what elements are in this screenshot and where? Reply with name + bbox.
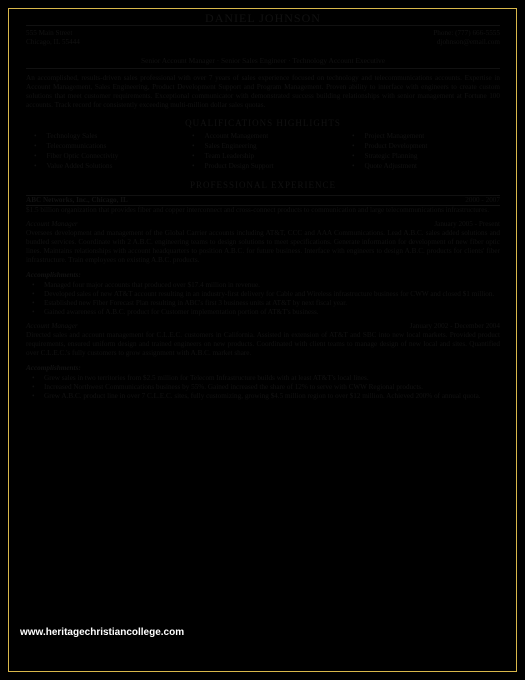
employer-row bbox=[26, 195, 500, 206]
experience-heading: PROFESSIONAL EXPERIENCE bbox=[190, 180, 336, 190]
employer-dates: 2000 - 2007 bbox=[465, 196, 500, 204]
accomplishments-label: Accomplishments: bbox=[26, 364, 81, 372]
qualifications-grid bbox=[26, 132, 500, 172]
qualifications-column bbox=[192, 132, 352, 172]
summary-paragraph: An accomplished, results-driven sales professional with over 7 years of sales experience focused on technology and telecommunications accounts. Expertise in Account Management, Sales Engineering, Product Development Support and Program Management. Proven ability to interface with engineers to create custom solutions that meet customer requirements. Exceptional communicator with demonstrated success building relationships with senior management at Fortune 100 accounts. Track record for consistently exceeding multi-million dollar sales quotas. bbox=[26, 74, 500, 109]
role-header bbox=[26, 322, 500, 331]
qualification-item: • Strategic Planning bbox=[352, 152, 492, 162]
qualification-item: • Telecommunications bbox=[34, 142, 192, 152]
accomplishments-list bbox=[26, 281, 500, 317]
qualification-item: • Sales Engineering bbox=[192, 142, 352, 152]
employer-description: $1.5 billion organization that provides fiber and copper interconnect and cross-connect products to communication and large telecommunications infrastructures. bbox=[26, 206, 489, 214]
qualifications-heading: QUALIFICATIONS HIGHLIGHTS bbox=[185, 118, 341, 128]
accomplishment-item: • Managed four major accounts that produced over $17.4 million in revenue. bbox=[32, 281, 500, 290]
accomplishments-label: Accomplishments: bbox=[26, 271, 81, 279]
qualification-item: • Fiber Optic Connectivity bbox=[34, 152, 192, 162]
accomplishment-item: • Gained awareness of A.B.C. product for Customer implementation portion of AT&T's business. bbox=[32, 308, 500, 317]
watermark-link[interactable]: www.heritagechristiancollege.com bbox=[20, 627, 185, 638]
city-state-zip: Chicago, IL 55444 bbox=[26, 38, 80, 46]
qualification-item: • Quote Adjustment bbox=[352, 162, 492, 172]
phone-number: Phone: (777) 666-5555 bbox=[433, 29, 500, 37]
role-title: Account Manager bbox=[26, 220, 78, 228]
role-title: Account Manager bbox=[26, 322, 78, 330]
accomplishments-list bbox=[26, 374, 500, 401]
qualification-item: • Product Development bbox=[352, 142, 492, 152]
role-dates: January 2005 - Present bbox=[434, 220, 500, 228]
qualifications-column bbox=[34, 132, 192, 172]
qualification-item: • Team Leadership bbox=[192, 152, 352, 162]
resume-page bbox=[26, 11, 500, 401]
employer-name: ABC Networks, Inc., Chicago, IL bbox=[26, 196, 128, 204]
accomplishment-item: • Increased Northwest Communications business by 55%. Gained increased the share of 12% to serve with CWW Regional products. bbox=[32, 383, 500, 392]
qualification-item: • Value Added Solutions bbox=[34, 162, 192, 172]
contact-row-2 bbox=[26, 38, 500, 47]
qualification-item: • Technology Sales bbox=[34, 132, 192, 142]
candidate-name: DANIEL JOHNSON bbox=[26, 14, 500, 26]
role-description: Oversees development and management of the Global Carrier accounts including AT&T, CCC and AAA Communications. Lead A.B.C. sales added solutions and bundled services. Coordinate with 2 A.B.C. engineering teams to design solutions to meet specifications. Generate information for development of new fiber optic lines. Maintains relationships with account headquarters to position A.B.C. for future business. Interface with engineers to design A.B.C. products for clients' fiber infrastructure. Train employees on existing A.B.C. products. bbox=[26, 229, 500, 264]
contact-row-1 bbox=[26, 29, 500, 38]
accomplishment-item: • Grew A.B.C. product line in over 7 C.L.E.C. sites, fully customizing, growing $4.5 million region to over $12 million. Achieved 200% of annual quota. bbox=[32, 392, 500, 401]
accomplishment-item: • Developed sales of new AT&T account resulting in an industry-first delivery for Cable and Wireless infrastructure business for CWW and closed $1 million. bbox=[32, 290, 500, 299]
qualifications-column bbox=[352, 132, 492, 172]
street-address: 555 Main Street bbox=[26, 29, 73, 37]
accomplishment-item: • Established new Fiber Forecast Plan resulting in ABC's first 3 business units at AT&T by next fiscal year. bbox=[32, 299, 500, 308]
qualification-item: • Product Design Support bbox=[192, 162, 352, 172]
qualification-item: • Account Management bbox=[192, 132, 352, 142]
headline: Senior Account Manager · Senior Sales Engineer · Technology Account Executive bbox=[26, 56, 500, 69]
role-dates: January 2002 - December 2004 bbox=[409, 322, 500, 330]
qualification-item: • Project Management bbox=[352, 132, 492, 142]
email-address: djohnson@email.com bbox=[436, 38, 500, 46]
role-description: Directed sales and account management for C.L.E.C. customers in California. Assisted in extension of AT&T and SBC into new local markets. Provided product requirements, ensured uniform design and trained engineers on new products. Coordinated with client teams to manage design of new local and sites. Quantified over C.L.E.C.'s fully customers to grow assignment with A.B.C. market share. bbox=[26, 331, 500, 357]
role-header bbox=[26, 220, 500, 229]
accomplishment-item: • Grew sales in two territories from $2.5 million for Telecom Infrastructure builds with at least AT&T's local lines. bbox=[32, 374, 500, 383]
